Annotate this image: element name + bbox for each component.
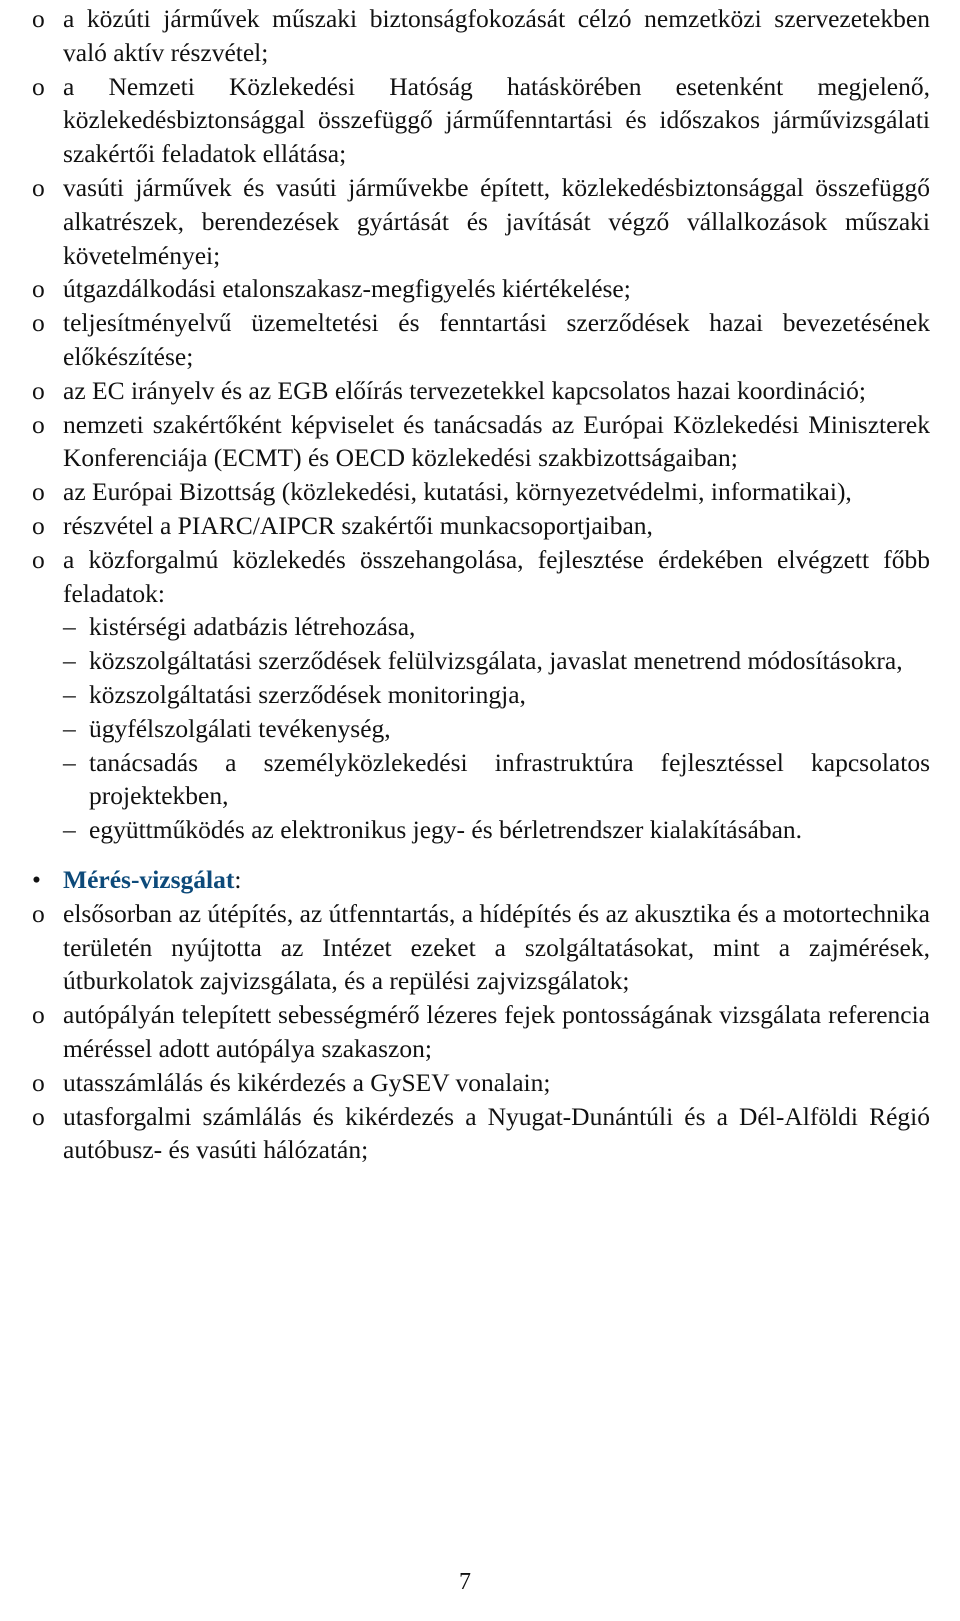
circle-bullet: o (32, 1067, 45, 1097)
dash-bullet: – (63, 747, 76, 777)
list-bottom (32, 897, 930, 1167)
circle-bullet: o (32, 510, 45, 540)
list-item (32, 897, 930, 998)
dash-bullet: – (63, 815, 76, 845)
list-item (32, 543, 930, 611)
sublist-item-text: közszolgáltatási szerződések monitoringja, (89, 679, 526, 709)
dash-bullet: – (63, 612, 76, 642)
section-colon: : (234, 864, 242, 894)
list-item (32, 306, 930, 374)
circle-bullet: o (32, 172, 45, 202)
sublist-item-text: tanácsadás a személyközlekedési infrastruktúra fejlesztéssel kapcsolatos projektekben, (89, 747, 930, 811)
list-item (32, 509, 930, 543)
page-number: 7 (459, 1569, 471, 1595)
dash-bullet: – (63, 679, 76, 709)
sublist-item-text: ügyfélszolgálati tevékenység, (89, 713, 391, 743)
list-item (32, 171, 930, 272)
circle-bullet: o (32, 274, 45, 304)
list-item-text: az Európai Bizottság (közlekedési, kutatási, környezetvédelmi, informatikai), (63, 477, 852, 507)
sublist-item (32, 644, 930, 678)
round-bullet: • (32, 864, 41, 894)
sublist-item (32, 712, 930, 746)
list-item-text: utasforgalmi számlálás és kikérdezés a Nyugat-Dunántúli és a Dél-Alföldi Régió autóbusz- és vasúti hálózatán; (63, 1101, 930, 1165)
sublist-item (32, 746, 930, 814)
sublist-item-text: együttműködés az elektronikus jegy- és bérletrendszer kialakításában. (89, 815, 803, 845)
sublist-item-text: közszolgáltatási szerződések felülvizsgálata, javaslat menetrend módosításokra, (89, 646, 903, 676)
list-item (32, 408, 930, 476)
circle-bullet: o (32, 898, 45, 928)
circle-bullet: o (32, 375, 45, 405)
list-item (32, 2, 930, 70)
list-item-text: részvétel a PIARC/AIPCR szakértői munkacsoportjaiban, (63, 510, 653, 540)
circle-bullet: o (32, 308, 45, 338)
circle-bullet: o (32, 409, 45, 439)
dash-bullet: – (63, 713, 76, 743)
list-item-text: elsősorban az útépítés, az útfenntartás, a hídépítés és az akusztika és a motortechnika területén nyújtotta az Intézet ezeket a szolgáltatásokat, mint a zajmérések, útburkolatok zajvizsgálata, és a repülési zajvizsgálatok; (63, 898, 930, 996)
list-item-text: a közúti járművek műszaki biztonságfokozását célzó nemzetközi szervezetekben való aktív részvétel; (63, 4, 930, 67)
list-item-text: az EC irányelv és az EGB előírás tervezetekkel kapcsolatos hazai koordináció; (63, 375, 866, 405)
circle-bullet: o (32, 4, 45, 33)
list-item (32, 1066, 930, 1100)
list-item-text: a közforgalmú közlekedés összehangolása, fejlesztése érdekében elvégzett főbb feladatok: (63, 544, 930, 608)
circle-bullet: o (32, 544, 45, 574)
sublist-item-text: kistérségi adatbázis létrehozása, (89, 612, 416, 642)
circle-bullet: o (32, 477, 45, 507)
page-content (32, 2, 930, 1167)
list-item-text: nemzeti szakértőként képviselet és tanácsadás az Európai Közlekedési Miniszterek Konferenciája (ECMT) és OECD közlekedési szakbizottságaiban; (63, 409, 930, 473)
list-top (32, 2, 930, 610)
list-item-text: útgazdálkodási etalonszakasz-megfigyelés kiértékelése; (63, 274, 631, 304)
section-heading (32, 863, 930, 897)
circle-bullet: o (32, 1000, 45, 1030)
list-item-text: utasszámlálás és kikérdezés a GySEV vonalain; (63, 1067, 551, 1097)
list-item (32, 374, 930, 408)
list-item (32, 1100, 930, 1168)
list-item (32, 998, 930, 1066)
list-item-text: a Nemzeti Közlekedési Hatóság hatáskörében esetenként megjelenő, közlekedésbiztonsággal összefüggő járműfenntartási és időszakos járművizsgálati szakértői feladatok ellátása; (63, 71, 930, 169)
list-item (32, 272, 930, 306)
list-item-text: vasúti járművek és vasúti járművekbe épített, közlekedésbiztonsággal összefüggő alkatrészek, berendezések gyártását és javítását végző vállalkozások műszaki követelményei; (63, 172, 930, 270)
sublist (32, 610, 930, 847)
dash-bullet: – (63, 646, 76, 676)
circle-bullet: o (32, 1101, 45, 1131)
list-item-text: autópályán telepített sebességmérő lézeres fejek pontosságának vizsgálata referencia méréssel adott autópálya szakaszon; (63, 1000, 930, 1063)
list-item (32, 70, 930, 171)
sublist-item (32, 813, 930, 847)
list-item-text: teljesítményelvű üzemeltetési és fenntartási szerződések hazai bevezetésének előkészítése; (63, 308, 930, 371)
sublist-item (32, 678, 930, 712)
section-title: Mérés-vizsgálat (63, 864, 235, 894)
list-item (32, 475, 930, 509)
sublist-item (32, 610, 930, 644)
circle-bullet: o (32, 71, 45, 101)
